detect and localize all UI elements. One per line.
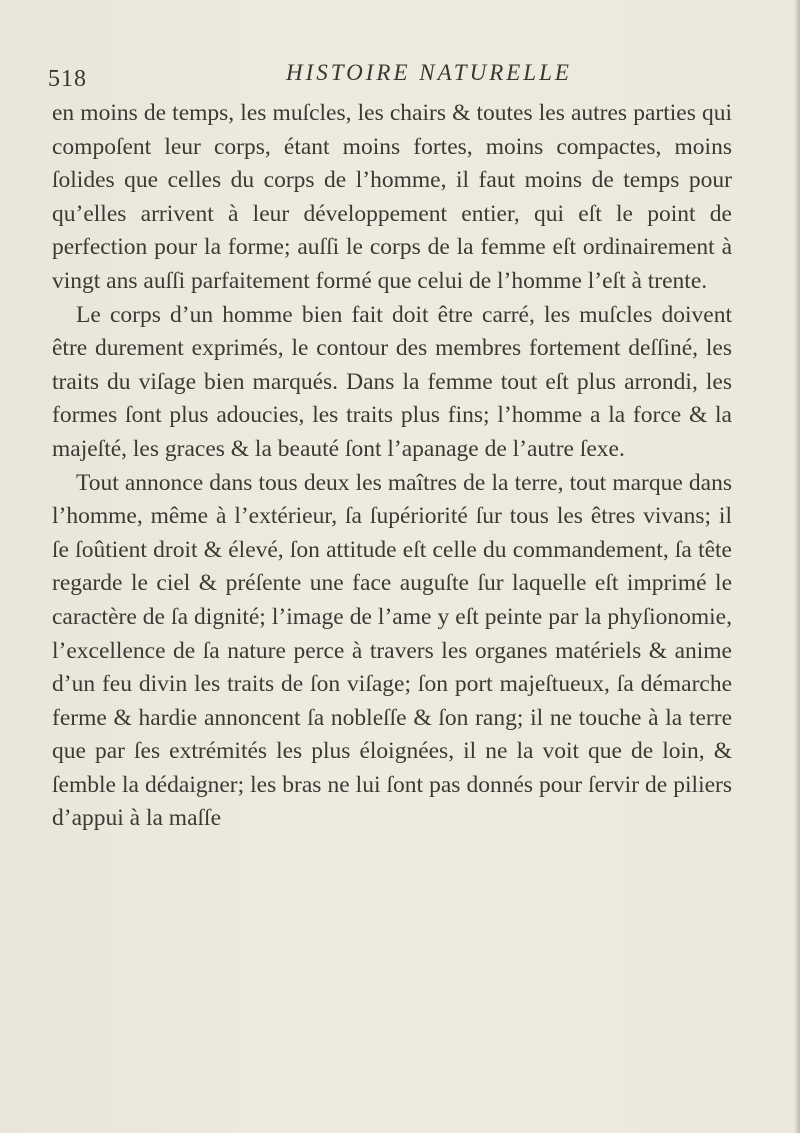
page-number: 518 bbox=[48, 66, 87, 92]
page-edge-shadow bbox=[794, 0, 800, 1133]
page-header bbox=[48, 60, 748, 100]
paragraph-3: Tout annonce dans tous deux les maîtres de la terre, tout marque dans l’homme, même à l’extérieur, ſa ſupériorité ſur tous les êtres vivans; il ſe ſoûtient droit & élevé, ſon attitude eſt celle du commandement, ſa tête regarde le ciel & préſente une face auguſte ſur laquelle eſt imprimé le caractère de ſa dignité; l’image de l’ame y eſt peinte par la phyſionomie, l’excellence de ſa nature perce à travers les organes matériels & anime d’un feu divin les traits de ſon viſage; ſon port majeſtueux, ſa démarche ferme & hardie annoncent ſa nobleſſe & ſon rang; il ne touche à la terre que par ſes extrémités les plus éloignées, il ne la voit que de loin, & ſemble la dédaigner; les bras ne lui ſont pas donnés pour ſervir de piliers d’appui à la maſſe bbox=[52, 469, 732, 832]
body-text bbox=[52, 97, 732, 836]
paragraph-2: Le corps d’un homme bien fait doit être carré, les muſcles doivent être durement exprimés, le contour des membres fortement deſſiné, les traits du viſage bien marqués. Dans la femme tout eſt plus arrondi, les formes ſont plus adoucies, les traits plus fins; l’homme a la force & la majeſté, les graces & la beauté ſont l’apanage de l’autre ſexe. bbox=[52, 301, 732, 462]
running-title: HISTOIRE NATURELLE bbox=[286, 60, 572, 85]
paragraph-1: en moins de temps, les muſcles, les chairs & toutes les autres parties qui compoſent leur corps, étant moins fortes, moins compactes, moins ſolides que celles du corps de l’homme, il faut moins de temps pour qu’elles arrivent à leur développement entier, qui eſt le point de perfection pour la forme; auſſi le corps de la femme eſt ordinairement à vingt ans auſſi parfaitement formé que celui de l’homme l’eſt à trente. bbox=[52, 100, 732, 294]
